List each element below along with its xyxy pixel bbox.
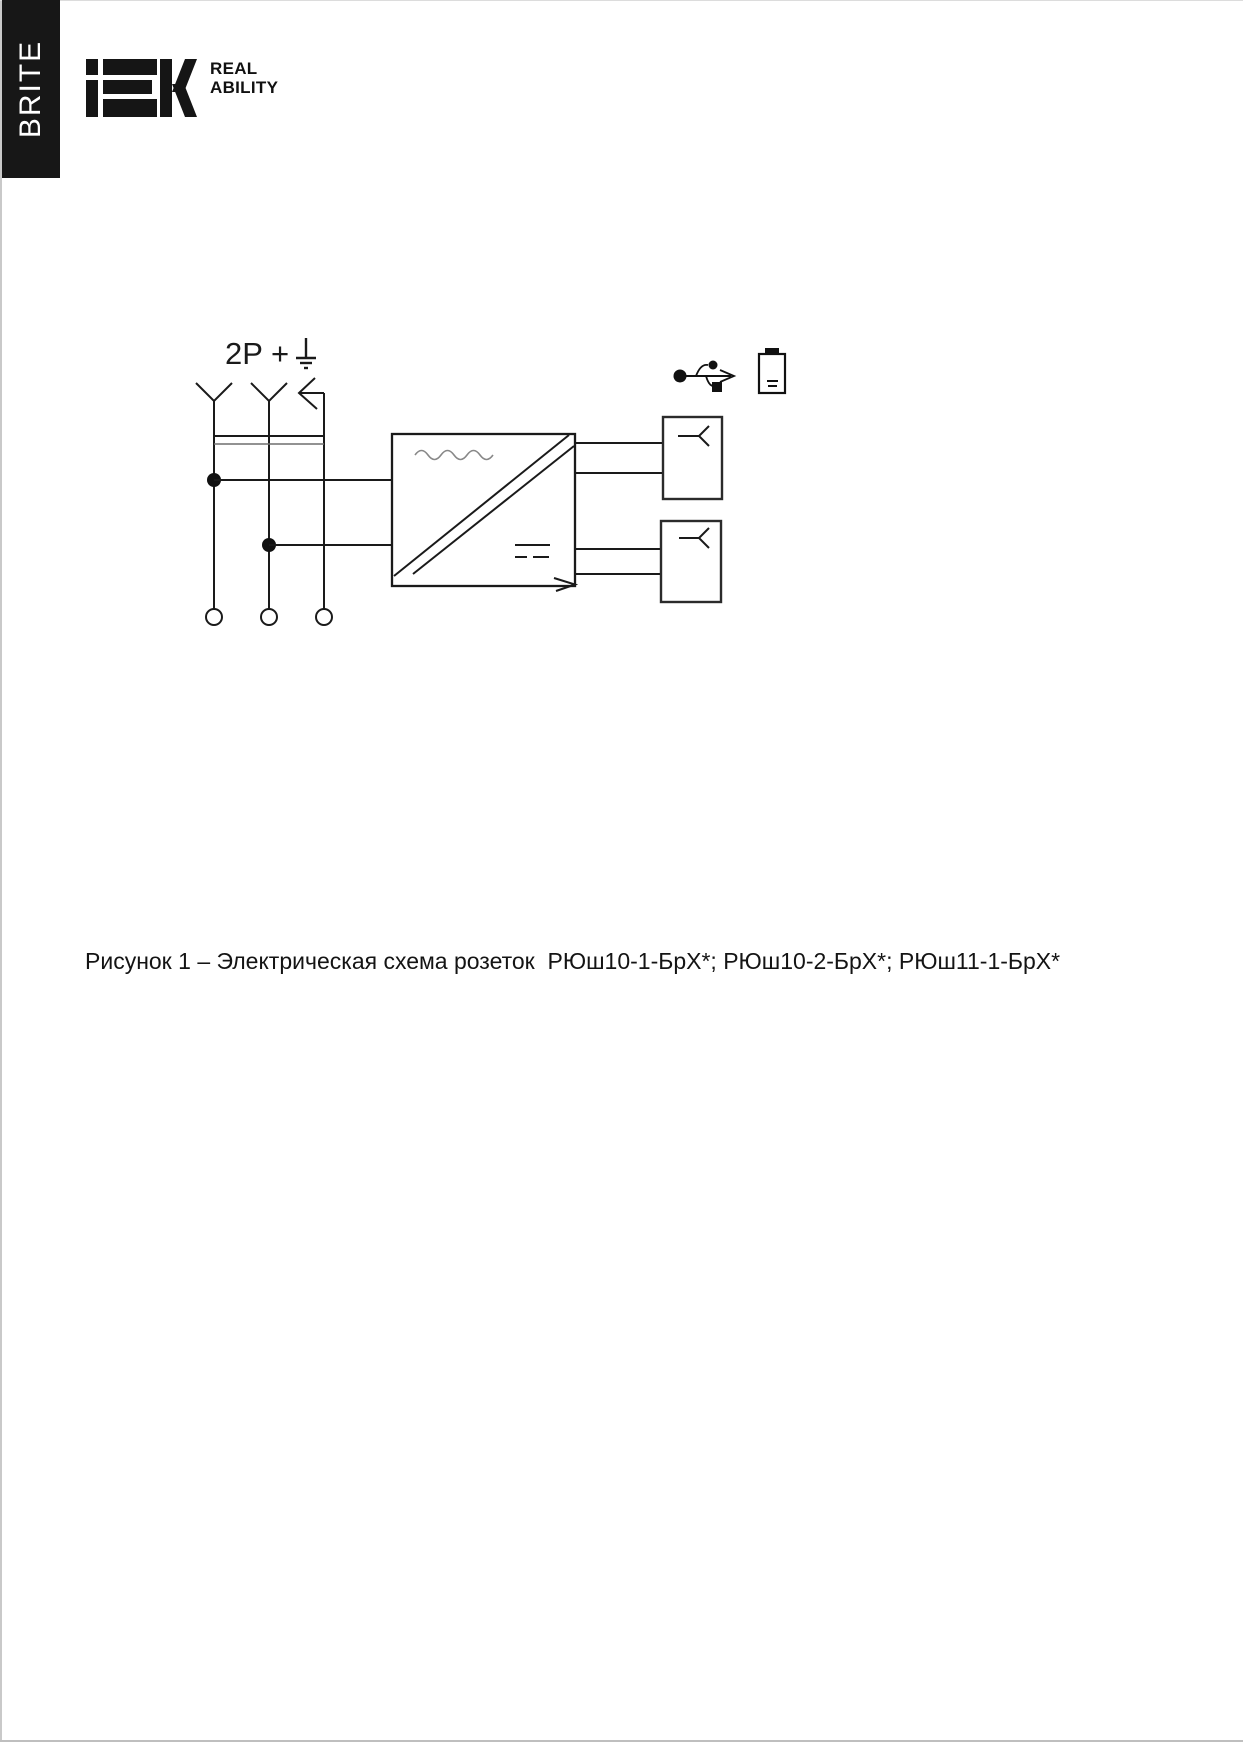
pole-count-label: 2P + xyxy=(225,336,290,371)
logo-e-bottom xyxy=(103,99,157,117)
tagline-line2: ABILITY xyxy=(210,78,279,97)
brand-tagline xyxy=(210,59,278,97)
dc-symbol xyxy=(515,545,550,557)
logo-i-stem xyxy=(86,80,98,117)
logo-e-mid xyxy=(103,80,152,94)
terminal-circle-1 xyxy=(206,609,222,625)
page-edge-top xyxy=(0,0,1243,1)
socket-outlet-box-1 xyxy=(663,417,722,499)
ac-dc-converter-box xyxy=(392,434,575,591)
figure-caption: Рисунок 1 – Электрическая схема розеток РЮш10-1-БрХ*; РЮш10-2-БрХ*; РЮш11-1-БрХ* xyxy=(85,948,1061,974)
ground-wire-arrow xyxy=(299,378,324,409)
series-label: BRITE xyxy=(14,39,48,139)
series-side-tab xyxy=(2,0,60,178)
terminal-circle-2 xyxy=(261,609,277,625)
plug-fork-2 xyxy=(251,383,287,401)
socket-fork-icon xyxy=(678,426,709,446)
logo-e-top xyxy=(103,59,157,75)
terminal-circle-3 xyxy=(316,609,332,625)
converter-outline xyxy=(392,434,575,586)
socket-outlet-box-2 xyxy=(661,521,721,602)
tagline-line1: REAL xyxy=(210,59,258,78)
plug-fork-1 xyxy=(196,383,232,401)
circuit-diagram xyxy=(150,280,830,640)
iek-logo xyxy=(85,58,197,118)
page-edge-left xyxy=(0,0,2,1742)
ac-wave-symbol xyxy=(415,451,493,460)
logo-k-lower-arm xyxy=(172,84,197,117)
output-direction-arrow xyxy=(554,578,575,591)
input-terminals xyxy=(196,378,392,625)
usb-icon xyxy=(674,361,735,393)
earth-ground-icon xyxy=(296,338,316,368)
output-wires xyxy=(575,443,663,574)
brand-header xyxy=(85,58,279,118)
logo-i-dot xyxy=(86,59,98,75)
socket-fork-icon xyxy=(679,528,709,548)
logo-k-stem xyxy=(160,59,172,117)
converter-diagonal-2 xyxy=(413,446,574,574)
battery-icon xyxy=(759,348,785,393)
